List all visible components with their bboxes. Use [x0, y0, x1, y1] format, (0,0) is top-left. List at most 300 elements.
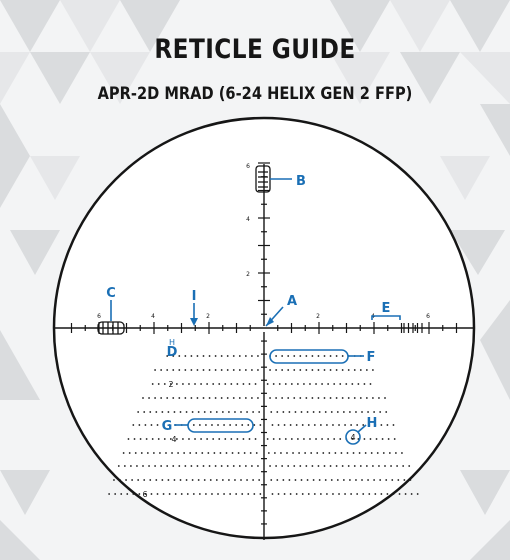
tree-dot	[286, 452, 288, 454]
tree-dot	[154, 369, 156, 371]
tree-dot	[382, 438, 384, 440]
tree-dot	[215, 355, 217, 357]
tree-dot	[161, 411, 163, 413]
tree-dot	[108, 493, 110, 495]
tree-dot	[221, 355, 223, 357]
tree-dot	[222, 479, 224, 481]
tree-dot	[368, 493, 370, 495]
tree-dot	[215, 397, 217, 399]
tree-dot	[240, 479, 242, 481]
tree-dot	[287, 355, 289, 357]
tree-dot	[160, 369, 162, 371]
tree-dot	[203, 397, 205, 399]
callout-a-label: A	[286, 294, 298, 309]
tree-dot	[316, 452, 318, 454]
tree-dot	[233, 355, 235, 357]
tree-dot	[291, 438, 293, 440]
tree-dot	[330, 465, 332, 467]
tree-dot	[307, 479, 309, 481]
tree-dot	[158, 438, 160, 440]
tree-dot	[218, 383, 220, 385]
tree-dot	[224, 383, 226, 385]
tree-dot	[178, 369, 180, 371]
tree-dot	[349, 479, 351, 481]
tree-dot	[405, 493, 407, 495]
tree-dot	[411, 493, 413, 495]
tree-dot	[320, 493, 322, 495]
tree-dot	[255, 438, 257, 440]
tree-dot	[227, 397, 229, 399]
tree-dot	[274, 452, 276, 454]
tree-dot	[259, 493, 261, 495]
tree-dot	[310, 452, 312, 454]
tree-dot	[353, 452, 355, 454]
tree-dot	[142, 397, 144, 399]
tree-dot	[364, 383, 366, 385]
tree-label-2: 2	[168, 380, 174, 389]
tree-dot	[239, 369, 241, 371]
tree-dot	[172, 465, 174, 467]
tree-dot	[273, 383, 275, 385]
tree-dot	[336, 465, 338, 467]
tree-dot	[210, 411, 212, 413]
tree-dot	[367, 411, 369, 413]
tree-dot	[378, 465, 380, 467]
tree-dot	[307, 411, 309, 413]
tree-dot	[198, 411, 200, 413]
tree-dot	[347, 452, 349, 454]
tree-dot	[198, 479, 200, 481]
tree-dot	[180, 479, 182, 481]
tree-dot	[324, 355, 326, 357]
tree-dot	[203, 355, 205, 357]
callout-f-label: F	[366, 350, 376, 365]
tree-dot	[299, 397, 301, 399]
tree-dot	[252, 479, 254, 481]
callout-d-label: D	[166, 345, 178, 360]
tree-dot	[177, 452, 179, 454]
tree-dot	[235, 493, 237, 495]
tree-dot	[243, 438, 245, 440]
tree-dot	[235, 424, 237, 426]
tree-dot	[223, 424, 225, 426]
page-subtitle: APR-2D MRAD (6-24 HELIX GEN 2 FFP)	[97, 84, 413, 104]
tree-dot	[184, 355, 186, 357]
tree-dot	[393, 424, 395, 426]
tree-dot	[333, 383, 335, 385]
tree-dot	[376, 438, 378, 440]
tree-dot	[136, 465, 138, 467]
tree-dot	[257, 355, 259, 357]
h-label-right-2: 2	[316, 313, 320, 320]
tree-dot	[158, 383, 160, 385]
tree-dot	[253, 493, 255, 495]
tree-dot	[367, 479, 369, 481]
tree-dot	[191, 465, 193, 467]
tree-dot	[319, 411, 321, 413]
tree-dot	[282, 479, 284, 481]
tree-dot	[321, 383, 323, 385]
tree-dot	[366, 369, 368, 371]
tree-dot	[336, 369, 338, 371]
tree-dot	[327, 438, 329, 440]
tree-dot	[168, 411, 170, 413]
tree-dot	[342, 355, 344, 357]
tree-dot	[330, 369, 332, 371]
tree-dot	[387, 424, 389, 426]
tree-dot	[327, 383, 329, 385]
tree-dot	[197, 355, 199, 357]
tree-dot	[380, 493, 382, 495]
tree-dot	[182, 438, 184, 440]
tree-dot	[281, 397, 283, 399]
tree-dot	[118, 465, 120, 467]
tree-dot	[132, 424, 134, 426]
tree-dot	[211, 493, 213, 495]
tree-dot	[216, 479, 218, 481]
tree-dot	[305, 355, 307, 357]
tree-dot	[334, 452, 336, 454]
tree-dot	[342, 369, 344, 371]
tree-dot	[197, 369, 199, 371]
tree-dot	[267, 383, 269, 385]
tree-dot	[192, 479, 194, 481]
tree-dot	[126, 493, 128, 495]
tree-dot	[172, 397, 174, 399]
tree-dot	[171, 452, 173, 454]
tree-dot	[303, 383, 305, 385]
tree-dot	[336, 397, 338, 399]
tree-dot	[357, 383, 359, 385]
tree-dot	[161, 479, 163, 481]
tree-dot	[222, 411, 224, 413]
tree-dot	[239, 355, 241, 357]
tree-dot	[348, 465, 350, 467]
callout-g-label: G	[161, 419, 173, 434]
tree-dot	[338, 493, 340, 495]
tree-dot	[239, 397, 241, 399]
tree-dot	[155, 479, 157, 481]
tree-dot	[312, 465, 314, 467]
tree-dot	[362, 424, 364, 426]
tree-dot	[318, 465, 320, 467]
tree-dot	[132, 493, 134, 495]
tree-dot	[164, 383, 166, 385]
tree-dot	[212, 383, 214, 385]
tree-dot	[194, 438, 196, 440]
tree-dot	[229, 424, 231, 426]
tree-dot	[233, 465, 235, 467]
tree-dot	[360, 369, 362, 371]
tree-dot	[282, 411, 284, 413]
page-title: RETICLE GUIDE	[154, 34, 356, 65]
tree-dot	[312, 369, 314, 371]
tree-dot	[166, 465, 168, 467]
h-label-right-4: 4	[371, 313, 375, 320]
tree-dot	[359, 452, 361, 454]
tree-dot	[154, 465, 156, 467]
tree-dot	[191, 397, 193, 399]
tree-dot	[343, 411, 345, 413]
tree-dot	[199, 424, 201, 426]
tree-dot	[396, 465, 398, 467]
tree-dot	[345, 383, 347, 385]
tree-dot	[374, 493, 376, 495]
tree-dot	[174, 411, 176, 413]
tree-dot	[220, 452, 222, 454]
tree-dot	[168, 479, 170, 481]
tree-dot	[138, 493, 140, 495]
tree-dot	[203, 369, 205, 371]
tree-dot	[178, 465, 180, 467]
tree-dot	[366, 397, 368, 399]
tree-dot	[276, 411, 278, 413]
tree-dot	[180, 411, 182, 413]
tree-dot	[319, 479, 321, 481]
tree-dot	[373, 479, 375, 481]
tree-dot	[401, 452, 403, 454]
tree-label-6: 6	[142, 490, 148, 499]
tree-dot	[200, 438, 202, 440]
tree-dot	[228, 479, 230, 481]
tree-dot	[383, 452, 385, 454]
tree-dot	[312, 355, 314, 357]
tree-dot	[269, 369, 271, 371]
tree-dot	[332, 424, 334, 426]
tree-dot	[182, 383, 184, 385]
tree-dot	[152, 383, 154, 385]
tree-dot	[119, 479, 121, 481]
tree-dot	[228, 411, 230, 413]
tree-dot	[236, 438, 238, 440]
tree-dot	[297, 438, 299, 440]
tree-dot	[134, 438, 136, 440]
tree-dot	[328, 452, 330, 454]
tree-dot	[137, 411, 139, 413]
tree-dot	[160, 465, 162, 467]
tree-dot	[410, 479, 412, 481]
tree-dot	[197, 465, 199, 467]
tree-dot	[389, 452, 391, 454]
tree-dot	[172, 369, 174, 371]
tree-dot	[188, 438, 190, 440]
tree-dot	[166, 369, 168, 371]
tree-dot	[309, 383, 311, 385]
tree-dot	[377, 452, 379, 454]
tree-dot	[299, 369, 301, 371]
tree-dot	[279, 383, 281, 385]
tree-dot	[193, 424, 195, 426]
tree-dot	[331, 411, 333, 413]
tree-dot	[395, 452, 397, 454]
tree-dot	[293, 369, 295, 371]
tree-dot	[290, 424, 292, 426]
tree-dot	[241, 493, 243, 495]
tree-dot	[355, 479, 357, 481]
tree-dot	[192, 411, 194, 413]
tree-dot	[155, 411, 157, 413]
tree-dot	[143, 411, 145, 413]
tree-dot	[305, 397, 307, 399]
tree-dot	[226, 452, 228, 454]
tree-dot	[336, 355, 338, 357]
tree-dot	[130, 465, 132, 467]
v-label-6: 6	[246, 163, 250, 170]
tree-dot	[326, 493, 328, 495]
tree-dot	[298, 452, 300, 454]
tree-dot	[206, 438, 208, 440]
tree-dot	[257, 465, 259, 467]
tree-dot	[284, 493, 286, 495]
tree-dot	[241, 424, 243, 426]
tree-dot	[313, 479, 315, 481]
tree-dot	[229, 493, 231, 495]
tree-dot	[309, 438, 311, 440]
tree-dot	[199, 493, 201, 495]
tree-dot	[131, 479, 133, 481]
tree-dot	[233, 369, 235, 371]
tree-dot	[314, 493, 316, 495]
tree-dot	[318, 355, 320, 357]
tree-dot	[315, 383, 317, 385]
tree-dot	[249, 383, 251, 385]
tree-dot	[344, 493, 346, 495]
tree-dot	[234, 411, 236, 413]
tree-dot	[205, 493, 207, 495]
tree-dot	[330, 397, 332, 399]
tree-dot	[360, 465, 362, 467]
callout-i-label: I	[191, 289, 197, 304]
tree-dot	[394, 438, 396, 440]
tree-dot	[269, 465, 271, 467]
tree-dot	[275, 369, 277, 371]
tree-dot	[270, 411, 272, 413]
tree-dot	[157, 424, 159, 426]
tree-dot	[269, 397, 271, 399]
tree-dot	[247, 493, 249, 495]
tree-dot	[293, 465, 295, 467]
tree-dot	[178, 355, 180, 357]
tree-dot	[186, 411, 188, 413]
tree-dot	[217, 424, 219, 426]
tree-dot	[289, 479, 291, 481]
tree-dot	[184, 465, 186, 467]
tree-dot	[331, 479, 333, 481]
tree-dot	[174, 479, 176, 481]
tree-dot	[385, 411, 387, 413]
tree-dot	[312, 397, 314, 399]
tree-dot	[221, 369, 223, 371]
tree-dot	[320, 424, 322, 426]
tree-dot	[238, 452, 240, 454]
tree-dot	[213, 452, 215, 454]
tree-dot	[399, 493, 401, 495]
tree-dot	[230, 383, 232, 385]
tree-dot	[191, 369, 193, 371]
tree-dot	[204, 411, 206, 413]
tree-dot	[397, 479, 399, 481]
tree-dot	[251, 369, 253, 371]
tree-dot	[227, 465, 229, 467]
tree-dot	[195, 452, 197, 454]
tree-dot	[204, 479, 206, 481]
tree-dot	[193, 493, 195, 495]
tree-dot	[114, 493, 116, 495]
tree-dot	[321, 438, 323, 440]
tree-dot	[149, 411, 151, 413]
tree-dot	[175, 493, 177, 495]
tree-dot	[251, 397, 253, 399]
tree-dot	[206, 383, 208, 385]
tree-dot	[387, 493, 389, 495]
tree-dot	[137, 479, 139, 481]
tree-dot	[354, 369, 356, 371]
tree-dot	[143, 479, 145, 481]
tree-dot	[178, 397, 180, 399]
tree-dot	[207, 452, 209, 454]
tree-dot	[153, 452, 155, 454]
tree-dot	[270, 479, 272, 481]
tree-dot	[251, 355, 253, 357]
tree-dot	[278, 424, 280, 426]
tree-dot	[236, 383, 238, 385]
tree-dot	[211, 424, 213, 426]
tree-dot	[388, 438, 390, 440]
tree-dot	[142, 465, 144, 467]
tree-dot	[234, 479, 236, 481]
tree-dot	[163, 493, 165, 495]
tree-dot	[160, 397, 162, 399]
tree-dot	[159, 452, 161, 454]
tree-dot	[205, 424, 207, 426]
tree-dot	[343, 479, 345, 481]
tree-dot	[251, 465, 253, 467]
tree-dot	[301, 411, 303, 413]
tree-dot	[227, 355, 229, 357]
tree-dot	[361, 479, 363, 481]
tree-dot	[370, 383, 372, 385]
tree-dot	[301, 479, 303, 481]
tree-dot	[348, 397, 350, 399]
tree-dot	[354, 397, 356, 399]
h-label-left-4: 4	[151, 313, 155, 320]
tree-dot	[194, 383, 196, 385]
tree-dot	[337, 411, 339, 413]
tree-dot	[308, 424, 310, 426]
tree-dot	[245, 369, 247, 371]
callout-b-label: B	[296, 174, 306, 189]
tree-dot	[292, 452, 294, 454]
tree-dot	[393, 493, 395, 495]
h-label-left-6: 6	[97, 313, 101, 320]
tree-dot	[247, 424, 249, 426]
tree-dot	[259, 424, 261, 426]
tree-dot	[191, 355, 193, 357]
tree-dot	[129, 452, 131, 454]
tree-dot	[339, 438, 341, 440]
tree-dot	[216, 411, 218, 413]
tree-dot	[128, 438, 130, 440]
tree-dot	[124, 465, 126, 467]
tree-dot	[337, 479, 339, 481]
tree-dot	[113, 479, 115, 481]
tree-dot	[287, 465, 289, 467]
tree-dot	[314, 424, 316, 426]
tree-dot	[215, 465, 217, 467]
tree-dot	[244, 452, 246, 454]
tree-dot	[246, 411, 248, 413]
tree-dot	[299, 465, 301, 467]
